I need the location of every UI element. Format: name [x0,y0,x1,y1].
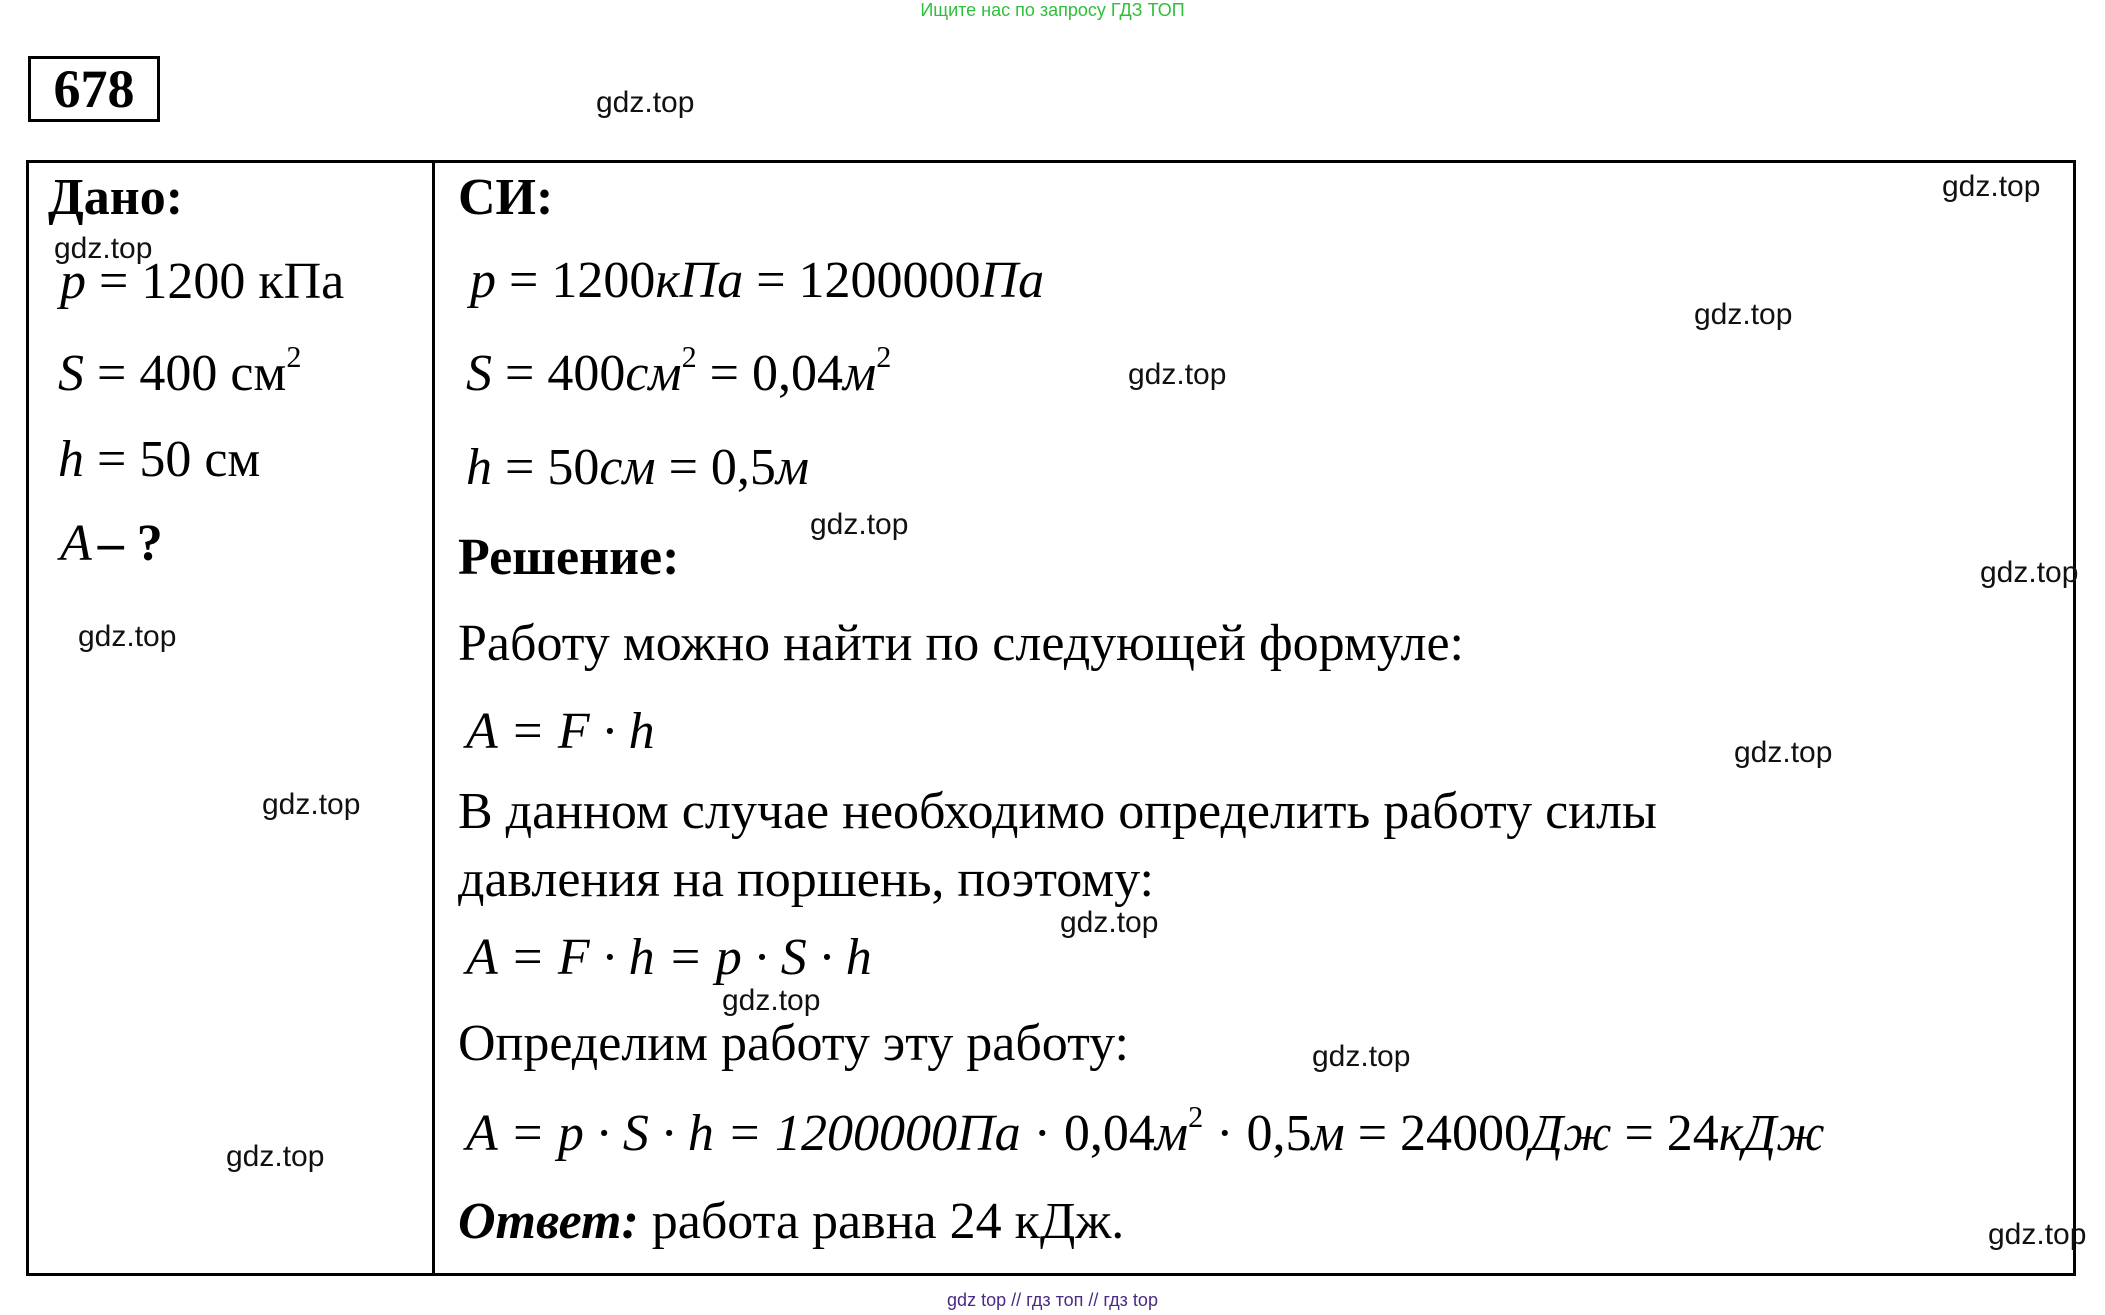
si-pressure: p = 1200кПа = 1200000Па [470,252,1045,309]
si-area: $S = 400см^2 = 0,04м^2$ [466,340,892,402]
watermark: gdz.top [226,1140,325,1173]
si-title: СИ: [458,169,554,226]
watermark: gdz.top [1694,298,1793,331]
watermark: gdz.top [1734,736,1833,769]
given-height: h = 50 см [58,431,261,488]
formula-work-expanded: A = F · h = p · S · h [466,929,872,986]
given-title: Дано: [48,169,184,226]
solution-intro: Работу можно найти по следующей формуле: [458,615,1464,672]
answer-label: Ответ: [458,1193,639,1250]
formula-calculation: $A = p \cdot S \cdot h = 1200000Па \cdot 0,04м^2 \cdot 0,5м = 24000Дж = 24кДж$ [466,1100,1825,1162]
explanation-line-2: давления на поршень, поэтому: [458,851,1154,908]
compute-intro: Определим работу эту работу: [458,1015,1129,1072]
watermark: gdz.top [262,788,361,821]
given-pressure: p = 1200 кПа [60,253,345,310]
watermark: gdz.top [78,620,177,653]
explanation-line-1: В данном случае необходимо определить работу силы [458,783,1657,840]
problem-number: 678 [28,56,160,122]
solution-title: Решение: [458,529,680,586]
watermark: gdz.top [54,232,153,265]
watermark: gdz.top [1128,358,1227,391]
top-banner: Ищите нас по запросу ГДЗ ТОП [920,0,1185,20]
formula-work: A = F · h [466,703,655,760]
footer-links: gdz top // гдз топ // гдз top [947,1290,1158,1310]
watermark: gdz.top [1312,1040,1411,1073]
watermark: gdz.top [722,984,821,1017]
given-area: S = 400 $см^2$ [58,340,302,402]
answer-text: работа равна 24 кДж. [638,1193,1125,1250]
watermark: gdz.top [1942,170,2041,203]
column-divider [432,160,435,1276]
watermark: gdz.top [810,508,909,541]
watermark: gdz.top [1988,1218,2087,1251]
watermark: gdz.top [596,86,695,119]
watermark: gdz.top [1980,556,2079,589]
watermark: gdz.top [1060,906,1159,939]
answer [458,1193,1125,1250]
si-height: h = 50см = 0,5м [466,439,810,496]
given-unknown: A – ? [60,515,163,572]
